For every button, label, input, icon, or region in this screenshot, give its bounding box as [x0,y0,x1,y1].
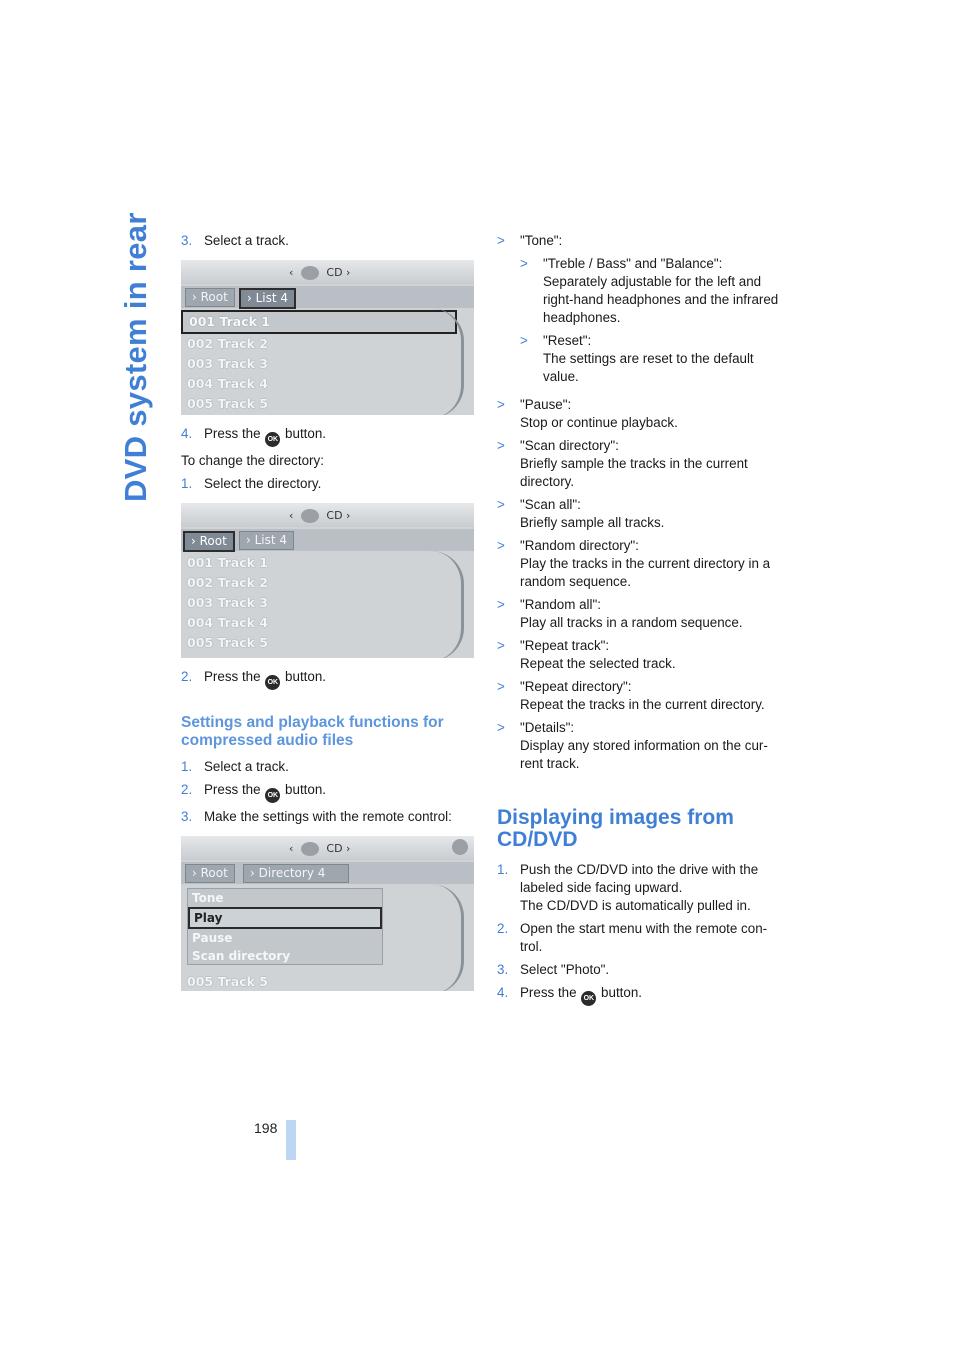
track-row: 001 Track 1 [181,310,457,334]
section-heading-images: Displaying images from CD/DVD [497,806,734,851]
step-item: 3. Select "Photo". [497,962,610,977]
list-item: > "Scan directory": Briefly sample the tracks in the current directory. [497,438,748,489]
track-row: 004 Track 4 [187,615,268,630]
step-press-ok: 4. Press the OK button. [497,984,789,1006]
change-directory-text: To change the directory: [181,453,324,468]
scroll-arc [431,308,464,415]
screenshot-directory: ‹ CD › › Root › List 4 001 Track 1 002 Track 2 003 Track 3 004 Track 4 005 Track 5 [181,503,474,658]
disc-icon [301,842,319,856]
page-marker-bar [286,1120,296,1160]
list-item: > "Repeat directory": Repeat the tracks in the current directory. [497,679,765,712]
list-item: > "Scan all": Briefly sample all tracks. [497,497,665,530]
list-item: > "Details": Display any stored information on the cur-rent track. [497,720,768,771]
screenshot-track-list: ‹ CD › › Root › List 4 001 Track 1 002 Track 2 003 Track 3 004 Track 4 005 Track 5 [181,260,474,415]
list-item-tone: > "Tone": > "Treble / Bass" and "Balance": Separately adjustable for the left and right-hand headphones and the infrared headphones. > "Reset": The settings are reset to the default value. [497,232,789,391]
menu-item: Pause [192,931,233,945]
step-press-ok: 2. Press the OK button. [181,781,476,803]
list-item: > "Repeat track": Repeat the selected track. [497,638,676,671]
ok-button-icon: OK [265,788,280,803]
side-title [118,212,154,502]
ok-button-icon: OK [581,991,596,1006]
list-item: > "Random all": Play all tracks in a random sequence. [497,597,743,630]
list-item: > "Random directory": Play the tracks in the current directory in a random sequence. [497,538,771,589]
step-item: 1. Push the CD/DVD into the drive with the labeled side facing upward. The CD/DVD is automatically pulled in. [497,862,759,913]
track-row: 004 Track 4 [187,376,268,391]
track-row: 005 Track 5 [187,974,268,989]
path-root: › Root [183,531,235,552]
disc-icon [301,509,319,523]
scroll-arc [431,551,464,658]
track-row: 003 Track 3 [187,356,268,371]
ok-button-icon: OK [265,675,280,690]
list-item: > "Pause": Stop or continue playback. [497,397,678,430]
track-row: 002 Track 2 [187,336,268,351]
disc-icon [301,266,319,280]
ok-button-icon: OK [265,432,280,447]
step-press-ok: 4. Press the OK button. [181,425,476,447]
dpad-icon [452,839,468,855]
scroll-arc [431,884,464,991]
side-title-text: DVD system in rear [118,212,153,502]
step-select-track: 1. Select a track. [181,759,289,774]
path-directory: › Directory 4 [243,864,349,883]
step-item: 2. Open the start menu with the remote con-trol. [497,921,768,954]
path-list: › List 4 [239,288,296,309]
right-column [497,232,789,1011]
track-row: 001 Track 1 [187,555,268,570]
menu-item: Scan directory [192,949,291,963]
step-remote-settings: 3. Make the settings with the remote control: [181,809,452,824]
page-number: 198 [254,1120,278,1136]
menu-item: Tone [192,891,224,905]
path-root: › Root [185,864,235,883]
menu-item: Play [188,907,382,929]
left-column [181,232,476,1001]
section-heading-settings: Settings and playback functions for compressed audio files [181,714,444,749]
step-select-track: 3. Select a track. [181,233,289,248]
track-row: 005 Track 5 [187,396,268,411]
track-row: 003 Track 3 [187,595,268,610]
sub-item: > "Reset": The settings are reset to the default value. [520,333,754,384]
track-row: 005 Track 5 [187,635,268,650]
path-list: › List 4 [239,531,294,550]
path-root: › Root [185,288,235,307]
step-press-ok: 2. Press the OK button. [181,668,476,690]
track-row: 002 Track 2 [187,575,268,590]
settings-menu [187,888,383,965]
sub-item: > "Treble / Bass" and "Balance": Separately adjustable for the left and right-hand headphones and the infrared headphones. [520,256,779,325]
step-select-directory: 1. Select the directory. [181,476,322,491]
screenshot-menu: ‹ CD › › Root › Directory 4 Tone Play Pause Scan directory 005 Track 5 [181,836,474,991]
